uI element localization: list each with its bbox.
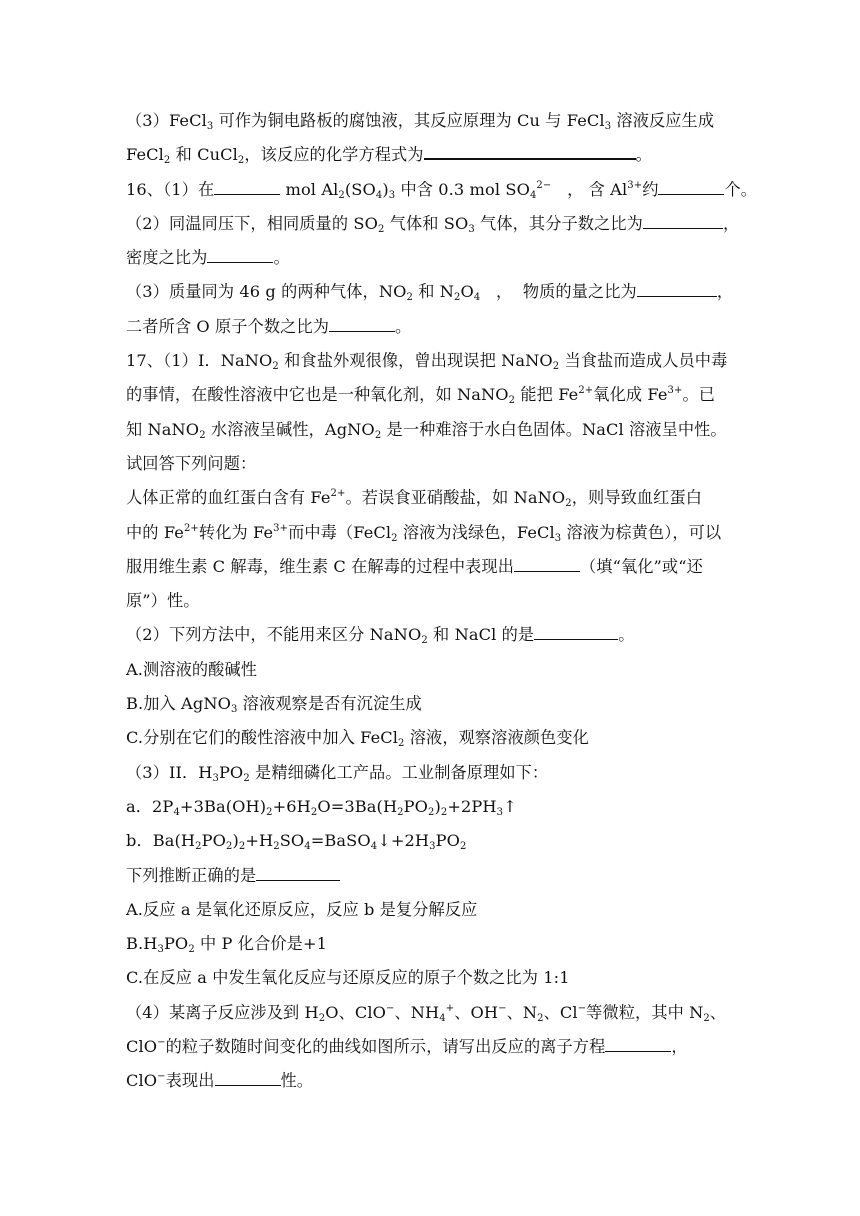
text-line: （3）质量同为 46 g 的两种气体，$NO_2$ 和 $N_2O_4$ ， 物质的量之比为 ， [126, 282, 734, 304]
text-line: C.分别在它们的酸性溶液中加入 FeCl$_2$ 溶液，观察溶液颜色变化 [126, 728, 589, 750]
text-line: C.在反应 a 中发生氧化反应与还原反应的原子个数之比为 1:1 [126, 968, 570, 988]
text-line: （3）II．$H_3PO_2$ 是精细磷化工产品。工业制备原理如下： [126, 762, 549, 784]
text-line: 17、（1）I．NaNO$_2$ 和食盐外观很像，曾出现误把 NaNO$_2$ 当食盐而造成人员中毒 [126, 351, 728, 373]
answer-blank[interactable] [207, 248, 273, 263]
text-line: A.反应 a 是氧化还原反应，反应 b 是复分解反应 [126, 899, 478, 919]
text-line: A.测溶液的酸碱性 [126, 659, 258, 679]
text-line: 二者所含 O 原子个数之比为 。 [126, 316, 412, 336]
text-line: ClO−的粒子数随时间变化的曲线如图所示，请写出反应的离子方程 ， [126, 1037, 688, 1057]
text-line: 知 NaNO$_2$ 水溶液呈碱性，AgNO$_2$ 是一种难溶于水白色固体。NaCl 溶液呈中性。 [126, 419, 727, 441]
text-line: （2）同温同压下，相同质量的 $SO_2$ 气体和 $SO_3$ 气体，其分子数之比为 ， [126, 213, 740, 235]
text-line: 原”）性。 [126, 591, 200, 611]
answer-blank[interactable] [256, 866, 340, 881]
text-line: 试回答下列问题： [126, 453, 257, 473]
answer-blank[interactable] [643, 214, 723, 229]
text-line: 下列推断正确的是 [126, 859, 746, 893]
text-line: ClO−表现出 性。 [126, 1071, 314, 1091]
text-line: （2）下列方法中，不能用来区分 NaNO$_2$ 和 NaCl 的是 。 [126, 625, 635, 647]
answer-blank[interactable] [215, 1071, 281, 1086]
text-line: 密度之比为 。 [126, 248, 290, 268]
answer-blank[interactable] [514, 557, 580, 572]
text-line: 中的 $Fe^{2+}$转化为 $Fe^{3+}$而中毒（FeCl$_2$ 溶液为浅绿色，FeCl$_3$ 溶液为棕黄色），可以 [126, 522, 722, 544]
text-line: 服用维生素 C 解毒，维生素 C 在解毒的过程中表现出 （填“氧化”或“还 [126, 556, 703, 576]
text-line: B.加入 AgNO$_3$ 溶液观察是否有沉淀生成 [126, 694, 422, 716]
answer-blank[interactable] [424, 144, 636, 160]
text-line: FeCl$_2$ 和 CuCl$_2$，该反应的化学方程式为 。 [126, 145, 652, 167]
answer-blank[interactable] [637, 282, 717, 297]
answer-blank[interactable] [605, 1037, 671, 1052]
answer-blank[interactable] [214, 180, 280, 195]
answer-blank[interactable] [329, 317, 395, 332]
text-line: $B.H_3PO_2$ 中 P 化合价是+1 [126, 934, 328, 956]
text-line: 的事情，在酸性溶液中它也是一种氧化剂，如 NaNO$_2$ 能把 $Fe^{2+}$氧化成 $Fe^{3+}$。已 [126, 385, 716, 407]
text-line: （3）FeCl$_3$ 可作为铜电路板的腐蚀液，其反应原理为 Cu 与 FeCl$_3$ 溶液反应生成 [126, 111, 715, 132]
answer-blank[interactable] [658, 180, 724, 195]
exam-page [126, 104, 758, 1099]
text-line: 16、（1）在 mol $Al_2(SO_4)_3$ 中含 0.3 mol $SO_4^{2-}$ ， 含 $Al^{3+}$约 个。 [126, 179, 758, 201]
text-line: b．$Ba(H_2PO_2)_2+H_2SO_4=BaSO_4↓+2H_3PO_2$ [126, 831, 467, 853]
text-line: （4）某离子反应涉及到 $H_2O$、ClO−、$NH_4^+$、OH−、$N_2$、Cl−等微粒，其中 $N_2$、 [126, 1002, 727, 1024]
answer-blank[interactable] [534, 625, 618, 640]
text-line: a．$2P_4+3Ba(OH)_2+6H_2O=3Ba(H_2PO_2)_2+2PH_3↑$ [126, 796, 517, 818]
text-line: 人体正常的血红蛋白含有 $Fe^{2+}$。若误食亚硝酸盐，如 NaNO$_2$，则导致血红蛋白 [126, 488, 703, 510]
